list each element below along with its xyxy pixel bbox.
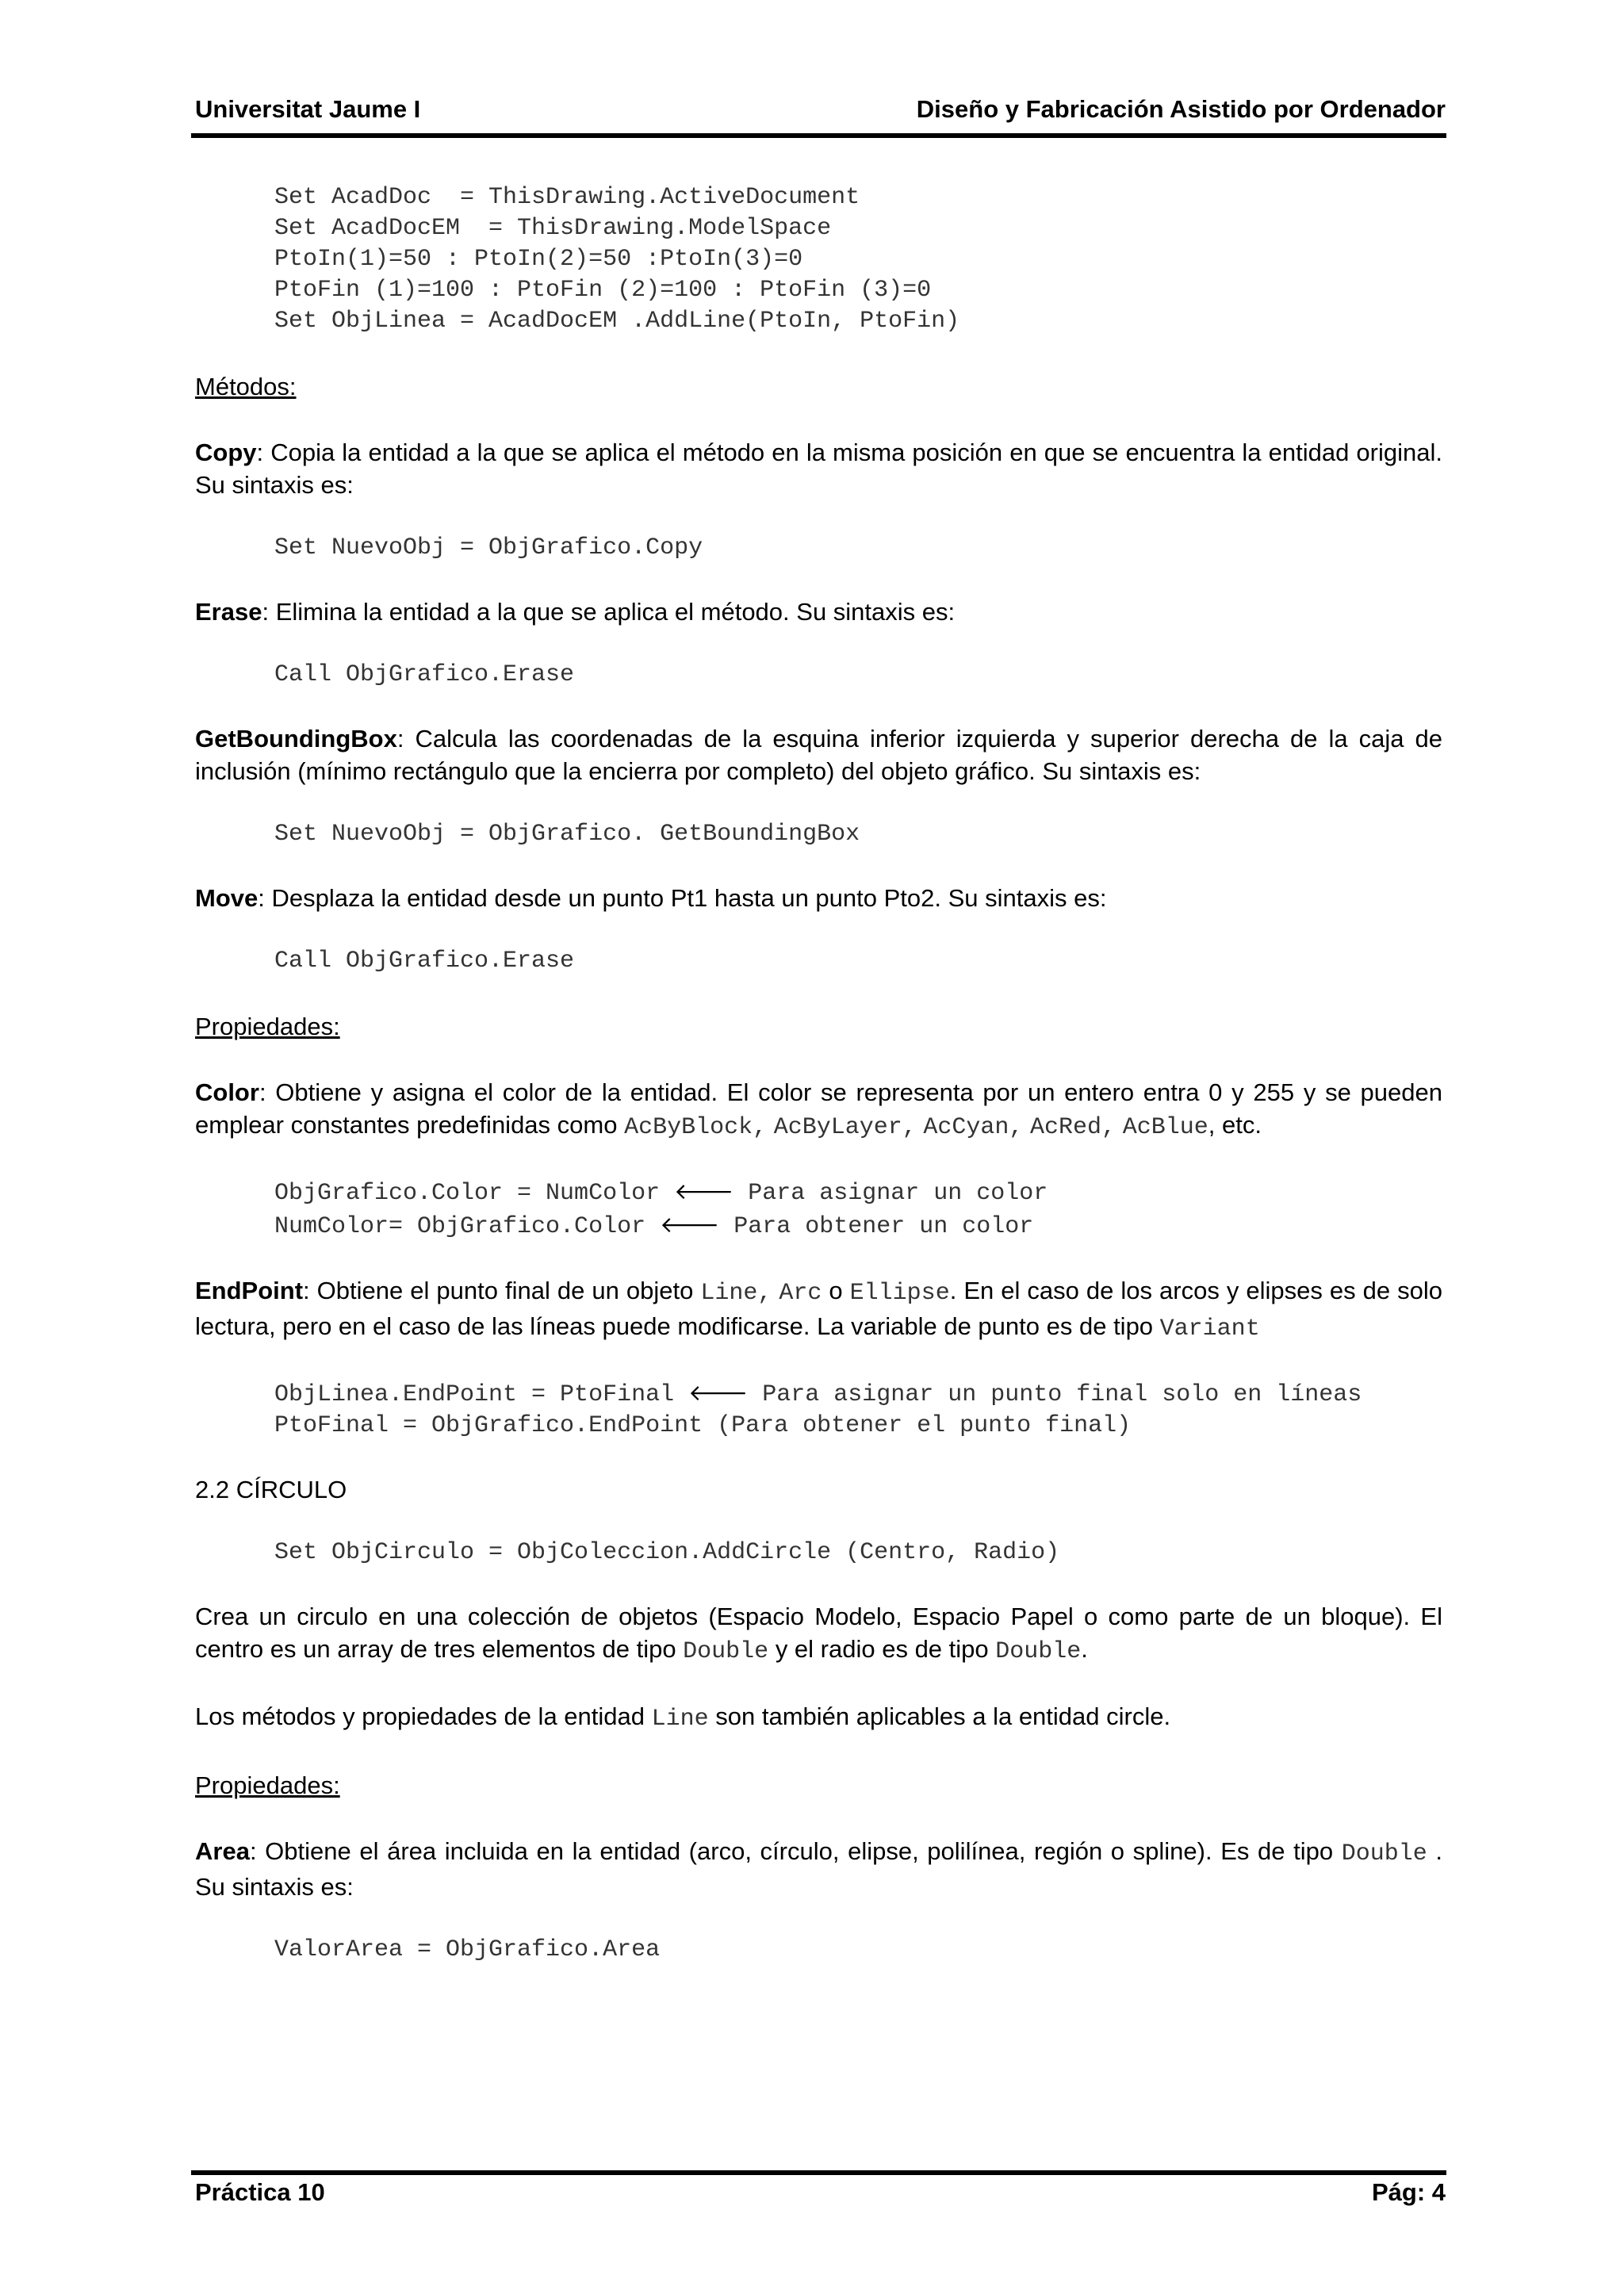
code-copy: Set NuevoObj = ObjGrafico.Copy [274,534,703,561]
page-body [195,182,1442,1966]
term-color: Color [195,1078,259,1106]
code-block-addline [195,182,1442,337]
code-color-assign: ObjGrafico.Color = NumColor 🡐 Para asignar un color [274,1178,1048,1207]
code-line: PtoIn(1)=50 : PtoIn(2)=50 :PtoIn(3)=0 [274,246,803,273]
paragraph-endpoint: EndPoint: Obtiene el punto final de un objeto Line, Arc o Ellipse. En el caso de los arcos y elipses es de solo lectura, pero en el caso de las líneas puede modificarse. La variable de punto es de tipo Variant [195,1277,1442,1342]
code-line: PtoFin (1)=100 : PtoFin (2)=100 : PtoFin (3)=0 [274,277,932,304]
term-area: Area [195,1837,250,1865]
term-endpoint: EndPoint [195,1277,304,1304]
term-move: Move [195,884,259,912]
paragraph-getboundingbox: GetBoundingBox: Calcula las coordenadas de la esquina inferior izquierda y superior derecha de la caja de inclusión (mínimo rectángulo que la encierra por completo) del objeto gráfico. Su sintaxis es: [195,725,1442,785]
term-getboundingbox: GetBoundingBox [195,725,397,753]
arrow-left-icon: 🡐 [674,1178,734,1204]
paragraph-erase: Erase: Elimina la entidad a la que se aplica el método. Su sintaxis es: [195,598,956,626]
code-erase: Call ObjGrafico.Erase [274,661,575,688]
code-getboundingbox: Set NuevoObj = ObjGrafico. GetBoundingBox [274,821,860,848]
header-course-title: Diseño y Fabricación Asistido por Ordenador [916,95,1446,123]
section-heading-propiedades-circulo: Propiedades: [195,1771,340,1799]
paragraph-area: Area: Obtiene el área incluida en la entidad (arco, círculo, elipse, polilínea, región o spline). Es de tipo Double . Su sintaxis es: [195,1837,1442,1901]
footer-practice: Práctica 10 [195,2178,325,2206]
header-rule [191,133,1446,138]
paragraph-color: Color: Obtiene y asigna el color de la entidad. El color se representa por un entero entra 0 y 255 y se pueden emplear constantes predefinidas como AcByBlock, AcByLayer, AcCyan, AcRed, AcBlue, etc. [195,1078,1442,1141]
arrow-left-icon: 🡐 [660,1212,720,1238]
code-color-get: NumColor= ObjGrafico.Color 🡐 Para obtener un color [274,1212,1034,1240]
code-endpoint-assign: ObjLinea.EndPoint = PtoFinal 🡐 Para asignar un punto final solo en líneas [274,1380,1362,1408]
footer-rule [191,2170,1446,2175]
paragraph-circle-inherits: Los métodos y propiedades de la entidad Line son también aplicables a la entidad circle. [195,1702,1171,1733]
section-heading-metodos: Métodos: [195,373,297,400]
paragraph-copy: Copy: Copia la entidad a la que se aplica el método en la misma posición en que se encuentra la entidad original. Su sintaxis es: [195,439,1442,499]
paragraph-move: Move: Desplaza la entidad desde un punto Pt1 hasta un punto Pto2. Su sintaxis es: [195,884,1107,912]
code-line: Set ObjLinea = AcadDocEM .AddLine(PtoIn, PtoFin) [274,308,960,335]
term-erase: Erase [195,598,262,626]
code-line: Set AcadDocEM = ThisDrawing.ModelSpace [274,215,832,242]
header-institution: Universitat Jaume I [195,95,421,123]
term-copy: Copy [195,439,257,466]
code-addcircle: Set ObjCirculo = ObjColeccion.AddCircle (Centro, Radio) [274,1539,1060,1566]
code-endpoint-get: PtoFinal = ObjGrafico.EndPoint (Para obtener el punto final) [274,1412,1132,1439]
page-number: Pág: 4 [1371,2178,1446,2206]
page-header [195,95,1446,130]
page-footer [195,2178,1446,2213]
code-area: ValorArea = ObjGrafico.Area [274,1936,661,1963]
paragraph-circulo: Crea un circulo en una colección de objetos (Espacio Modelo, Espacio Papel o como parte de un bloque). El centro es un array de tres elementos de tipo Double y el radio es de tipo Double. [195,1603,1442,1665]
section-heading-propiedades: Propiedades: [195,1013,340,1040]
code-move: Call ObjGrafico.Erase [274,948,575,975]
arrow-left-icon: 🡐 [688,1380,749,1406]
section-heading-circulo: 2.2 CÍRCULO [195,1476,347,1503]
code-line: Set AcadDoc = ThisDrawing.ActiveDocument [274,184,860,211]
